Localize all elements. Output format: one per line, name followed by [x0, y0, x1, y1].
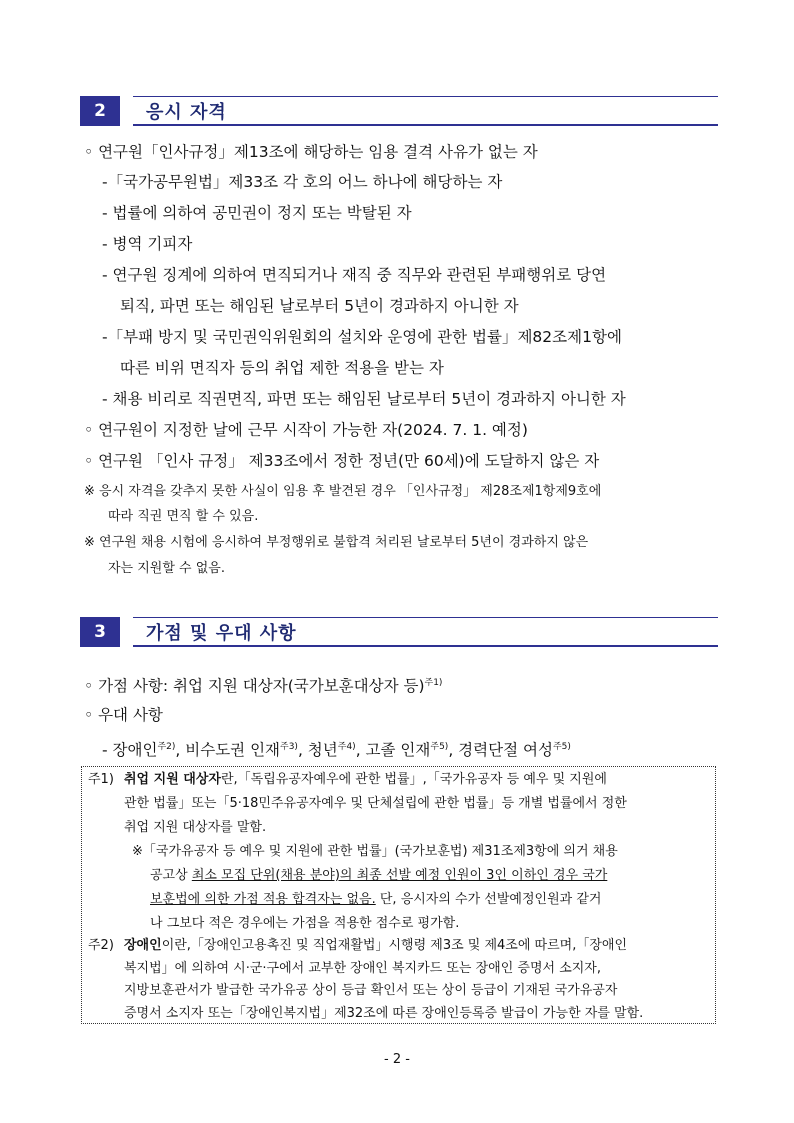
section-title: 가점 및 우대 사항 — [146, 623, 297, 644]
footnote-line: 복지법」에 의하여 시·군·구에서 교부한 장애인 복지카드 또는 장애인 증명서 소지자, — [124, 961, 602, 976]
footnote-line: 지방보훈관서가 발급한 국가유공 상이 등급 확인서 또는 상이 등급이 기재된 국가유공자 — [124, 983, 618, 998]
document-page: 2 응시 자격 ◦ 연구원「인사규정」제13조에 해당하는 임용 결격 사유가 없는 자 -「국가공무원법」제33조 각 호의 어느 하나에 해당하는 자 - 법률에 의하여 공민권이 정지 또는 박탈된 자 - 병역 기피자 - 연구원 징계에 의하여 면직되거나 재직 중 직무와 관련된 부패행위로 당연 퇴직, 파면 또는 해임된 날로부터 5년이 경과하지 아니한 자 -「부패 방지 및 국민권익위원회의 설치와 운영에 관한 법률」제82조제1항에 따른 비위 면직자 등의 취업 제한 적용을 받는 자 - 채용 비리로 직권면직, 파면 또는 해임된 날로부터 5년이 경과하지 아니한 자 ◦ 연구원이 지정한 날에 근무 시작이 가능한 자(2024. 7. 1. 예정) ◦ 연구원 「인사 규정」 제33조에서 정한 정년(만 60세)에 도달하지 않은 자 ※ 응시 자격을 갖추지 못한 사실이 임용 후 발견된 경우 「인사규정」 제28조제1항제9호에 따라 직권 면직 할 수 있음. ※ 연구원 채용 시험에 응시하여 부정행위로 불합격 처리된 날로부터 5년이 경과하지 않은 자는 지원할 수 없음. 3 가점 및 우대 사항 ◦ 가점 사항: 취업 지원 대상자(국가보훈대상자 등)$^{주1)}$ ◦ 우대 사항 - 장애인$^{주2)}$, 비수도권 인재$^{주3)}$, 청년$^{주4)}$, 고졸 인재$^{주5)}$, 경력단절 여성$^{주5)}$ 주1) 취업 지원 대상자란,「독립유공자예우에 관한 법률」,「국가유공자 등 예우 및 지원에 관한 법률」또는「5·18민주유공자예우 및 단체설립에 관한 법률」등 개별 법률에서 정한 취업 지원 대상자를 말함. ※「국가유공자 등 예우 및 지원에 관한 법률」(국가보훈법) 제31조제3항에 의거 채용 공고상 최소 모집 단위(채용 분야)의 최종 선발 예정 인원이 3인 이하인 경우 국가 보훈법에 의한 가점 적용 합격자는 없음. 단, 응시자의 수가 선발예정인원과 같거 나 그보다 적은 경우에는 가점을 적용한 점수로 평가함. 주2) 장애인이란,「장애인고용촉진 및 직업재활법」시행령 제3조 및 제4조에 따르며,「장애인 복지법」에 의하여 시·군·구에서 교부한 장애인 복지카드 또는 장애인 증명서 소지자, 지방보훈관서가 발급한 국가유공 상이 등급 확인서 또는 상이 등급이 기재된 국가유공자 증명서 소지자 또는「장애인복지법」제32조에 따른 장애인등록증 발급이 가능한 자를 말함. - 2 - — [0, 0, 794, 1123]
section-title: 응시 자격 — [146, 102, 227, 123]
footnote-line: ※「국가유공자 등 예우 및 지원에 관한 법률」(국가보훈법) 제31조제3항에 의거 채용 — [132, 844, 618, 859]
section-2-header — [80, 96, 718, 126]
footnote-line: 장애인이란,「장애인고용촉진 및 직업재활법」시행령 제3조 및 제4조에 따르며,「장애인 — [124, 938, 628, 953]
page-number: - 2 - — [384, 1052, 410, 1067]
footnote-line: 취업 지원 대상자란,「독립유공자예우에 관한 법률」,「국가유공자 등 예우 및 지원에 — [124, 772, 607, 787]
footnote-line: 나 그보다 적은 경우에는 가점을 적용한 점수로 평가함. — [150, 916, 460, 931]
section-number: 3 — [80, 617, 120, 647]
footnote-line: 증명서 소지자 또는「장애인복지법」제32조에 따른 장애인등록증 발급이 가능한 자를 말함. — [124, 1006, 644, 1021]
footnote-box — [81, 766, 716, 1024]
footnote-line: 취업 지원 대상자를 말함. — [124, 820, 267, 835]
footnote-label: 주2) — [88, 938, 114, 953]
header-line — [133, 96, 718, 97]
header-underline — [133, 124, 718, 126]
header-line — [133, 617, 718, 618]
section-number: 2 — [80, 96, 120, 126]
footnote-line: 관한 법률」또는「5·18민주유공자예우 및 단체설립에 관한 법률」등 개별 법률에서 정한 — [124, 796, 627, 811]
section-3-header — [80, 617, 718, 647]
header-underline — [133, 645, 718, 647]
footnote-label: 주1) — [88, 772, 114, 787]
footnote-line: 공고상 최소 모집 단위(채용 분야)의 최종 선발 예정 인원이 3인 이하인 경우 국가 — [150, 868, 608, 883]
footnote-line: 보훈법에 의한 가점 적용 합격자는 없음. 단, 응시자의 수가 선발예정인원과 같거 — [150, 892, 602, 907]
